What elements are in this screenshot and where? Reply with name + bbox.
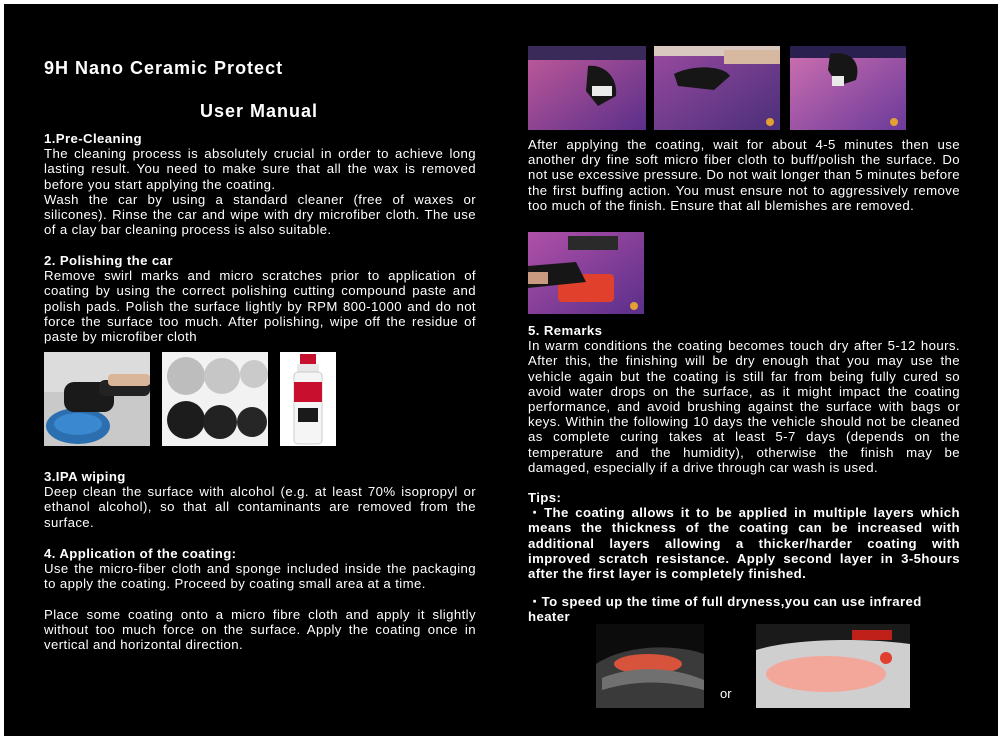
section-heading: 5. Remarks	[528, 323, 603, 338]
section-remarks	[528, 323, 960, 475]
polisher-photo	[44, 352, 150, 446]
section-paragraph: After applying the coating, wait for about 4-5 minutes then use another dry fine soft micro fiber cloth to buff/polish the surface. Do not use excessive pressure. Do not wait longer than 5 minutes before the first buffing action. You must ensure not to aggressively remove too much of the finish. Ensure that all blemishes are removed.	[528, 137, 960, 213]
infrared-heater-photo-1	[596, 624, 704, 708]
section-buffing	[528, 137, 960, 213]
or-label: or	[720, 686, 732, 701]
section-polishing	[44, 253, 476, 344]
polish-pads-photo	[162, 352, 268, 446]
coating-photo-3	[790, 46, 906, 130]
section-paragraph: Place some coating onto a micro fibre cloth and apply it slightly without too much force on the surface. Apply the coating once in vertical and horizontal direction.	[44, 606, 476, 653]
manual-page	[4, 4, 998, 736]
section-application	[44, 546, 476, 652]
section-heading: 4. Application of the coating:	[44, 546, 237, 561]
section-tips	[528, 490, 960, 625]
section-paragraph: Use the micro-fiber cloth and sponge included inside the packaging to apply the coating. Proceed by coating small area at a time.	[44, 561, 476, 592]
compound-bottle-photo	[280, 352, 336, 446]
section-heading: Tips:	[528, 490, 562, 505]
section-paragraph: Wash the car by using a standard cleaner (free of waxes or silicones). Rinse the car and wipe with dry microfiber cloth. The use of a clay bar cleaning process is also suitable.	[44, 191, 476, 238]
section-ipa-wiping	[44, 469, 476, 530]
infrared-heater-photo-2	[756, 624, 910, 708]
sponge-photo	[528, 232, 644, 314]
manual-title: User Manual	[199, 101, 319, 121]
section-pre-cleaning	[44, 131, 476, 237]
coating-photo-2	[654, 46, 780, 130]
tip-item: ・The coating allows it to be applied in multiple layers which means the thickness of the coating can be increased with additional layers allowing a thicker/harder coating with improved scratch resistance. Apply second layer in 3-5hours after the first layer is completely finished.	[528, 505, 960, 582]
section-paragraph: The cleaning process is absolutely crucial in order to achieve long lasting result. You need to make sure that all the wax is removed before you start applying the coating.	[44, 146, 476, 192]
section-paragraph: Deep clean the surface with alcohol (e.g. at least 70% isopropyl or ethanol alcohol), so that all contaminants are removed from the surface.	[44, 484, 476, 530]
section-heading: 2. Polishing the car	[44, 253, 173, 268]
coating-photo-1	[528, 46, 646, 130]
section-heading: 3.IPA wiping	[44, 469, 126, 484]
section-paragraph: In warm conditions the coating becomes touch dry after 5-12 hours. After this, the finishing will be dry enough that you may use the vehicle again but the coating is still far from being fully cured so avoid water drops on the surface, as it might impact the coating performance, and avoid brushing against the surface with bags or keys. Within the following 10 days the vehicle should not be cleaned as complete curing takes at least 5-7 days (depends on the temperature and the humidity), otherwise the finish may be damaged, especially if a drive through car wash is used.	[528, 338, 960, 475]
brand-title: 9H Nano Ceramic Protect	[44, 58, 284, 78]
tip-item: ・To speed up the time of full dryness,you can use infrared heater	[528, 594, 922, 625]
section-paragraph: Remove swirl marks and micro scratches prior to application of coating by using the correct polishing cutting compound paste and polish pads. Polish the surface lightly by RPM 800-1000 and do not force the surface too much. After polishing, wipe off the residue of paste by microfiber cloth	[44, 268, 476, 345]
section-heading: 1.Pre-Cleaning	[44, 131, 142, 146]
